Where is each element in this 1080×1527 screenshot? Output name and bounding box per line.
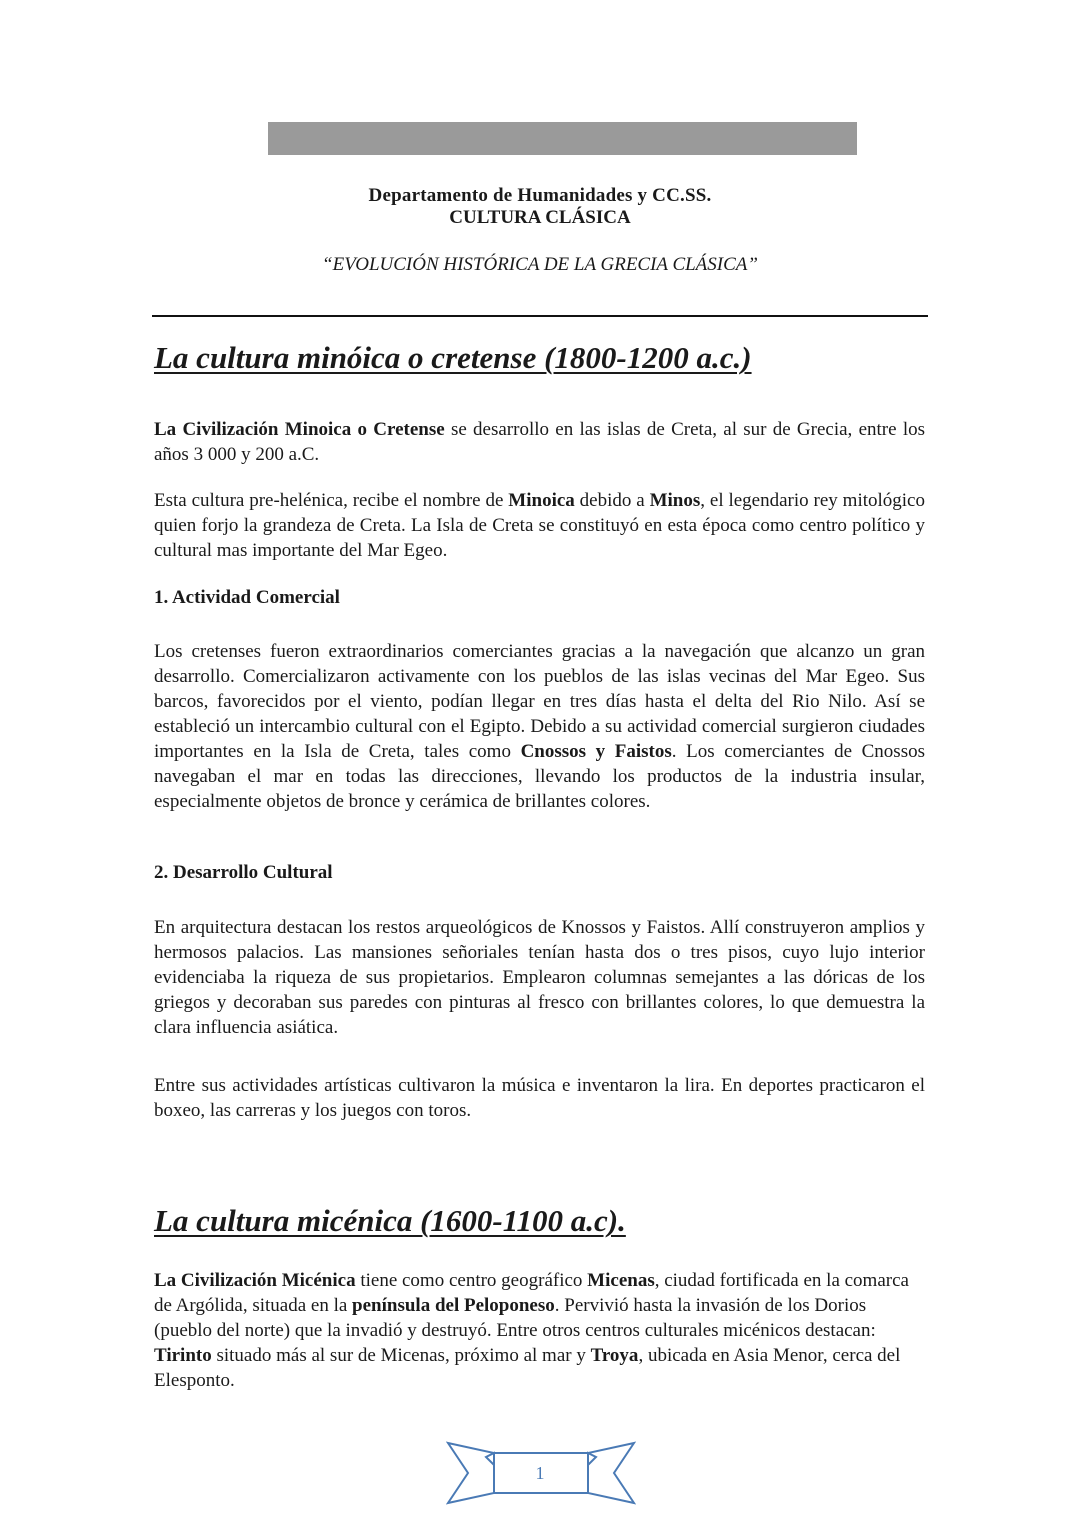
bold-term: Cnossos y Faistos xyxy=(520,741,672,762)
section-title-mycenaean: La cultura micénica (1600-1100 a.c). xyxy=(154,1203,626,1238)
bold-term: península del Peloponeso xyxy=(352,1295,555,1316)
subheading-commercial-activity: 1. Actividad Comercial xyxy=(154,587,340,608)
bold-term: La Civilización Minoica o Cretense xyxy=(154,419,445,440)
document-subtitle: “EVOLUCIÓN HISTÓRICA DE LA GRECIA CLÁSICA” xyxy=(322,254,758,275)
subheading-cultural-development: 2. Desarrollo Cultural xyxy=(154,862,333,883)
header-divider xyxy=(152,315,928,317)
course-name: CULTURA CLÁSICA xyxy=(449,207,631,228)
header-gray-bar xyxy=(268,122,857,155)
page-number: 1 xyxy=(535,1463,545,1483)
bold-term: Troya xyxy=(590,1345,639,1366)
bold-term: Tirinto xyxy=(154,1345,212,1366)
paragraph-architecture: En arquitectura destacan los restos arqueológicos de Knossos y Faistos. Allí construyeron amplios y hermosos palacios. Las mansiones señoriales tenían hasta dos o tres pisos, cuyo lujo interior evidenciaba la riqueza de sus propietarios. Emplearon columnas semejantes a las dóricas de los griegos y decoraban sus paredes con pinturas al fresco con brillantes colores, lo que demuestra la clara influencia asiática. xyxy=(154,917,925,1038)
bold-term: La Civilización Micénica xyxy=(154,1270,356,1291)
bold-term: Minos xyxy=(649,490,701,511)
paragraph-minoan-intro: La Civilización Minoica o Cretense se desarrollo en las islas de Creta, al sur de Grecia, entre los años 3 000 y 200 a.C. xyxy=(154,419,925,465)
department-name: Departamento de Humanidades y CC.SS. xyxy=(368,185,712,206)
bold-term: Minoica xyxy=(508,490,575,511)
paragraph-mycenaean-intro: La Civilización Micénica tiene como centro geográfico Micenas, ciudad fortificada en la comarca de Argólida, situada en la península del Peloponeso. Pervivió hasta la invasión de los Dorios (pueblo del norte) que la invadió y destruyó. Entre otros centros culturales micénicos destacan: Tirinto situado más al sur de Micenas, próximo al mar y Troya, ubicada en Asia Menor, cerca del Elesponto. xyxy=(154,1270,909,1391)
bold-term: Micenas xyxy=(587,1270,655,1291)
paragraph-arts-sports: Entre sus actividades artísticas cultivaron la música e inventaron la lira. En deportes practicaron el boxeo, las carreras y los juegos con toros. xyxy=(154,1075,925,1121)
section-title-minoan: La cultura minóica o cretense (1800-1200 a.c.) xyxy=(154,340,752,375)
paragraph-minoan-origin: Esta cultura pre-helénica, recibe el nombre de Minoica debido a Minos, el legendario rey mitológico quien forjo la grandeza de Creta. La Isla de Creta se constituyó en esta época como centro político y cultural mas importante del Mar Egeo. xyxy=(154,490,925,561)
paragraph-commercial-activity: Los cretenses fueron extraordinarios comerciantes gracias a la navegación que alcanzo un gran desarrollo. Comercializaron activamente con los pueblos de las islas vecinas del Mar Egeo. Sus barcos, favorecidos por el viento, podían llegar en tres días hasta el delta del Rio Nilo. Así se estableció un intercambio cultural con el Egipto. Debido a su actividad comercial surgieron ciudades importantes en la Isla de Creta, tales como Cnossos y Faistos. Los comerciantes de Cnossos navegaban el mar en todas las direcciones, llevando los productos de la industria insular, especialmente objetos de bronce y cerámica de brillantes colores. xyxy=(154,641,925,812)
